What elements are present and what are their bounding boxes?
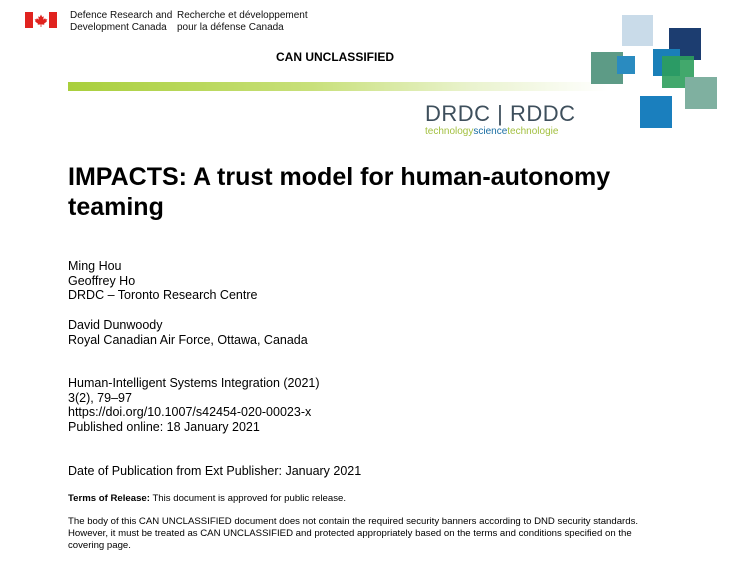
terms-text: This document is approved for public release. (152, 493, 347, 504)
security-note: The body of this CAN UNCLASSIFIED document does not contain the required security banners according to DND security standards. However, it must be treated as CAN UNCLASSIFIED and protected appropriately based on the terms and conditions specified on the covering page. (68, 516, 639, 551)
publication-date-text: Date of Publication from Ext Publisher: January 2021 (68, 464, 362, 478)
tagline-technologie: technologie (507, 126, 559, 137)
terms-label: Terms of Release: (68, 493, 150, 504)
drdc-wordmark: DRDC | RDDC (425, 101, 576, 126)
gov-en-line: Development Canada (70, 22, 167, 33)
gov-en-line: Defence Research and (70, 10, 173, 21)
terms-of-release (68, 493, 668, 505)
gov-fr-line: Recherche et développement (177, 10, 308, 21)
header-gradient-bar (68, 82, 608, 91)
classification-banner: CAN UNCLASSIFIED (275, 50, 394, 64)
author-name: David Dunwoody (68, 318, 163, 332)
drdc-squares-logo (585, 12, 725, 132)
author-affiliation: DRDC – Toronto Research Centre (68, 288, 258, 303)
doi-link[interactable]: https://doi.org/10.1007/s42454-020-00023-x (68, 405, 312, 420)
author-affiliation: Royal Canadian Air Force, Ottawa, Canada (68, 332, 308, 347)
gov-signature-fr (177, 10, 308, 34)
second-author-block (68, 318, 308, 347)
gov-signature-en (70, 10, 172, 34)
drdc-tagline (425, 126, 558, 138)
publication-date (68, 464, 361, 479)
author-name: Ming Hou (68, 259, 122, 273)
tagline-technology: technology (425, 126, 474, 137)
gov-fr-line: pour la défense Canada (177, 22, 284, 33)
tagline-science: science (473, 126, 508, 137)
journal-volume: 3(2), 79–97 (68, 390, 132, 405)
authors-block (68, 259, 257, 303)
publication-info (68, 376, 320, 434)
journal-name: Human-Intelligent Systems Integration (2021) (68, 376, 320, 390)
document-title: IMPACTS: A trust model for human-autonomy teaming (68, 163, 611, 221)
canada-flag-icon (25, 12, 57, 28)
author-name: Geoffrey Ho (68, 273, 136, 288)
published-online: Published online: 18 January 2021 (68, 419, 260, 434)
